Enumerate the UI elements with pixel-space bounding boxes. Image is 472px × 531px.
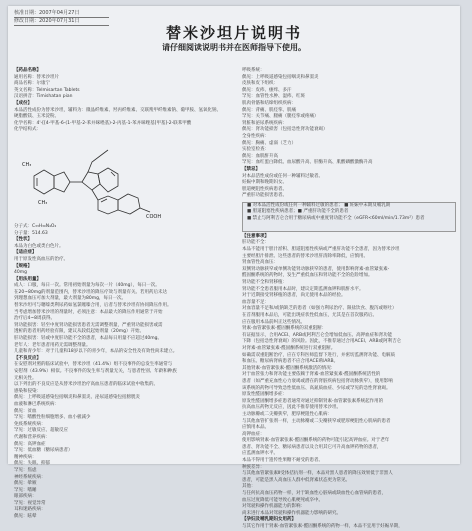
adverse-line: 精神疾病：	[14, 454, 37, 460]
dosage-line: 到理想血压可加大剂量，最大剂量为80mg，每日一次。	[14, 296, 126, 302]
dosage-line: 成人：口服，每日一次。常用初始剂量为每次一片（40mg），每日一次。	[14, 283, 160, 289]
caution-line: 和血压。糖尿病肾病患者不应合用ACEI和ARB。	[242, 359, 339, 365]
section-header-properties: 【性状】	[14, 237, 32, 243]
english-name: 英文名称：Telmisartan Tablets	[14, 87, 80, 93]
dosage-line: 治疗后4~8周获得。	[14, 316, 55, 322]
pinyin-name: 汉语拼音：Timishatan pian	[14, 94, 73, 100]
section-header-adverse: 【不良反应】	[14, 355, 41, 361]
caution-line: 如确需双重阻断治疗，应在专科医师监督下进行，并密切监测肾功能、电解质	[242, 352, 395, 358]
caution-line: 对于血管张力和肾功能主要依赖于肾素-血管紧张素-醛固酮系统活性的	[242, 372, 381, 378]
dosage-line: 当考虑增加替米沙坦的剂量时，必须注意：本品最大的降压作用通常于开始	[14, 309, 163, 315]
chemical-name: 化学名称：4'-[[4-甲基-6-(1-甲基-2-苯并咪唑基)-2-丙基-1-苯并咪唑基]甲基]-2-联苯甲酸	[14, 120, 192, 126]
caution-line: 肝功能不全：	[242, 240, 269, 246]
generic-name: 通用名称：替米沙坦片	[14, 74, 59, 80]
adverse-line: 偶见：背痛、肌痉挛、肌痛	[242, 107, 296, 113]
adverse-line: 感染和侵染：	[14, 388, 41, 394]
caution-line: 与其他血管紧张素Ⅱ受体拮抗剂一样，本品对黑人患者的降压效果低于非黑人	[242, 471, 393, 477]
caution-line: 患者（如严重充血性心力衰竭或潜在的肾脏疾病包括肾动脉狭窄），使用影响	[242, 378, 393, 384]
caution-line: 在首剂服用本品后，可能出现症状性低血压，尤其是在首次服药后。	[242, 313, 377, 318]
document-page	[8, 6, 460, 529]
caution-line: 其他：	[242, 484, 256, 490]
document-subtitle: 请仔细阅读说明书并在医师指导下使用。	[162, 43, 306, 52]
caution-line: 对血容量不足和/或钠缺乏的患者（如强力利尿治疗、限盐饮食、腹泻或呕吐）	[242, 306, 397, 312]
structure-methyl-top: CH₃	[22, 161, 32, 168]
section-header-drug-name: 【药品名称】	[14, 68, 41, 73]
section-header-cautions: 【注意事项】	[242, 233, 269, 239]
caution-line: 肾功能不全患者服用本品时，建议定期监测血钾和肌酐水平。	[242, 286, 364, 292]
caution-line: 尚未进行本品对驾驶和操作机器能力影响的研究。	[242, 510, 341, 516]
caution-line: 肾素-血管紧张素-醛固酮系统的双重阻断：	[242, 326, 327, 332]
adverse-line: 罕见：关节痛、腿痛（腿痉挛或疼痛）	[242, 114, 319, 120]
dosage-line: 肾功能损害：轻至中度肾功能损害患者无需调整剂量，严重肾功能损害或需	[14, 322, 163, 328]
adverse-line: 免疫系统疾病：	[14, 421, 46, 427]
box-line: ■ 对本品活性成份或任何一种辅料过敏的患者； ■ 妊娠中末期及哺乳期	[247, 202, 391, 208]
adverse-line: 肌肉骨骼和结缔组织疾病：	[242, 100, 296, 106]
indications-text: 用于原发性高血压的治疗。	[14, 256, 68, 262]
caution-line: 其他肾素-血管紧张素-醛固酮系统激活的情况：	[242, 365, 336, 371]
dosage-line: 透析的患者用药经验有限，建议从较低起始剂量（20mg）开始。	[14, 329, 144, 335]
section-header-contraindications: 【禁忌】	[242, 166, 260, 172]
caution-line: 原发性醛固酮增多症：	[242, 392, 287, 398]
adverse-line: 偶见：肾功能损害（包括急性肾功能衰竭）	[242, 127, 328, 133]
caution-line: 与任何抗高血压药物一样，对于缺血性心脏病或缺血性心血管病的患者，	[242, 491, 386, 497]
right-column	[242, 68, 456, 531]
adverse-line: 偶见：眩晕	[14, 514, 37, 520]
structure-acid: COOH	[146, 213, 162, 220]
adverse-line: 偶见：失眠、抑郁	[14, 461, 50, 467]
adverse-line: 罕见：嗜睡	[14, 487, 37, 493]
adverse-line: 偶见：贫血	[14, 408, 37, 414]
adverse-line: 罕见：焦虑	[14, 467, 37, 473]
adverse-line: 肾脏和泌尿系统疾病：	[242, 120, 287, 126]
caution-line: 种族差异：	[242, 464, 265, 470]
specification-text: 40mg	[14, 270, 27, 276]
structure-methyl-bottom: CH₃	[38, 199, 48, 206]
caution-line: 血容量不足：	[242, 299, 269, 305]
caution-line: 本品不能用于胆汁淤积、胆道阻塞性疾病或严重肝功能不全患者，因为替米沙坦	[242, 247, 400, 253]
molecular-formula: 分子式：C₃₃H₃₀N₄O₂	[14, 223, 57, 229]
adverse-line: 在安慰剂对照的临床试验中，替米沙坦（41.4%）组不良事件的总发生率通常与	[14, 362, 173, 368]
adverse-line: 罕见：低血糖（糖尿病患者）	[14, 448, 73, 454]
revision-date: 修改日期：2020年07月31日	[14, 18, 109, 26]
structure-label: 化学结构式：	[14, 127, 41, 133]
dosage-line: 肝功能损害：轻或中度肝功能不全的患者，本品每日用量不应超过40mg。	[14, 336, 162, 342]
chemical-structure-diagram	[14, 136, 224, 222]
adverse-line: 罕见：血红蛋白降低、血尿酸升高、肝酶升高、肌酸磷酸激酶升高	[242, 160, 373, 166]
adverse-line: 血液和淋巴系统疾病：	[14, 401, 59, 407]
section-header-specification: 【规格】	[14, 263, 32, 269]
caution-line: 肾功能不全和肾移植：	[242, 280, 287, 286]
adverse-line: 全身性疾病：	[242, 133, 269, 139]
adverse-line: 偶见：皮疹、瘙痒、多汗	[242, 87, 292, 93]
approval-date: 核准日期：2007年04月27日	[14, 10, 109, 18]
dosage-line: 替米沙坦可与噻嗪类利尿药如氢氯噻嗪合用，后者与替米沙坦有协同降压作用。	[14, 303, 172, 309]
adverse-line: 偶见：高钾血症	[14, 441, 46, 447]
box-line: ■ 胆道阻塞性疾病患者；■ 严重肝功能不全的患者	[247, 209, 349, 215]
chemical-structure-figure	[14, 136, 224, 222]
dosage-line: 儿童和青少年：对于儿童和18岁以下的青少年，本品的安全性及有效性尚未建立。	[14, 349, 178, 355]
adverse-line: 眼部疾病：	[14, 494, 37, 500]
caution-line: 使用影响肾素-血管紧张素-醛固酮系统的药物可能引起高钾血症。对于老年	[242, 438, 390, 444]
section-header-indications: 【适应症】	[14, 250, 37, 256]
box-line: ■ 禁止与阿利吉仑合用于糖尿病或中重度肾功能不全（eGFR<60ml/min/1.73m²）患者	[247, 216, 425, 222]
caution-line: 主动脉瓣或二尖瓣狭窄，肥厚梗阻性心肌病：	[242, 411, 332, 417]
adverse-line: 实验室检查：	[242, 147, 269, 153]
caution-line: 抗高血压药物无反应，因此不推荐使用替米沙坦。	[242, 405, 341, 411]
caution-line: 高钾血症：	[242, 431, 265, 437]
caution-line: 本品不得用于遗传性果糖不耐受的患者。	[242, 458, 323, 464]
adverse-line: 安慰剂（43.9%）相似。不良事件的发生率与剂量无关，与患者性别、年龄和种族	[14, 369, 177, 374]
caution-line: 醛固酮系统的药物时，发生严重低血压和肾功能不全的危险增加。	[242, 273, 373, 279]
section-header-dosage: 【用法用量】	[14, 276, 41, 282]
ingredients-text: 本品活性成份为替米沙坦，辅料为：微晶纤维素、羟丙纤维素、交联羧甲纤维素钠、葡甲胺、氢氧化钠、硬脂酸镁、玉米淀粉。	[14, 107, 221, 120]
caution-line: 对驾驶和操作机器能力的影响：	[242, 504, 305, 510]
adverse-line: 神经系统疾病：	[14, 474, 46, 480]
adverse-line: 罕见：视觉异常	[14, 500, 46, 506]
molecular-weight: 分子量：514.63	[14, 230, 48, 236]
adverse-line: 偶见：晕厥	[14, 481, 37, 487]
left-column	[14, 68, 224, 521]
adverse-line: 偶见：胸痛、虚弱（乏力）	[242, 140, 296, 146]
adverse-line: 代谢和营养疾病：	[14, 434, 50, 440]
caution-line: 双侧肾动脉狭窄或单侧功能肾动脉狭窄的患者，使用影响肾素-血管紧张素-	[242, 266, 390, 272]
adverse-line: 罕见：嗜酸性粒细胞增多、血小板减少	[14, 415, 91, 421]
adverse-line: 罕见：过敏反应、超敏反应	[14, 428, 68, 434]
adverse-line: 无相关性。	[14, 375, 37, 381]
caution-line: 主要经胆汁排泄。这些患者的替米沙坦肝清除率降低，应慎用。	[242, 253, 368, 259]
brand-name: 商品名称：尔康宁	[14, 81, 50, 87]
contra-line: 妊娠中期和晚期妇女。	[242, 180, 287, 186]
dosage-line: 老年人：老年患者用药无需调整剂量。	[14, 342, 91, 348]
contra-line: 严重肝功能损害患者。	[242, 193, 287, 199]
caution-line: 下降（包括急性肾衰竭）的风险。因此，不推荐通过合用ACEI、ARB或阿利吉仑	[242, 339, 402, 345]
properties-text: 本品为白色或类白色片。	[14, 243, 64, 249]
adverse-line: 偶见：上呼吸道感染包括咽炎和鼻窦炎	[242, 74, 319, 80]
adverse-line: 耳和迷路疾病：	[14, 507, 46, 513]
caution-line: 【孕妇及哺乳期妇女用药】	[242, 517, 296, 523]
caution-line: 患者，可能是黑人高血压人群中低肾素状态更为常见。	[242, 477, 350, 483]
adverse-line: 罕见：血管性水肿、湿疹、红斑	[242, 94, 305, 100]
section-header-ingredients: 【成份】	[14, 100, 32, 106]
adverse-line: 偶见：上呼吸道感染包括咽炎和鼻窦炎、泌尿道感染包括膀胱炎	[14, 395, 140, 401]
contra-line: 对本品活性成份或任何一种辅料过敏者。	[242, 173, 323, 179]
caution-line: 血压过度降低可能导致心肌梗死或卒中。	[242, 497, 323, 503]
caution-line: 与其他血管扩张剂一样，主动脉瓣或二尖瓣狭窄或肥厚梗阻性心肌病的患者	[242, 418, 391, 424]
caution-line: 该系统的药物可导致急性低血压、高氮质血症、少尿或罕见的急性肾衰竭。	[242, 385, 391, 391]
caution-line: 应慎用本品。	[242, 425, 269, 431]
adverse-line: 皮肤和皮下组织：	[242, 81, 278, 87]
document-title: 替米沙坦片说明书	[165, 24, 302, 42]
caution-line: 对于近期接受肾移植的患者，尚无使用本品的经验。	[242, 293, 346, 299]
caution-line: 应在服用本品前纠正这些情况。	[242, 319, 305, 325]
dosage-line: 在20~80mg的剂量范围内，替米沙坦的降压疗效与剂量有关。若用药后未达	[14, 289, 167, 295]
caution-line: 对肾素-血管紧张素-醛固酮系统进行双重阻断。	[242, 345, 336, 351]
contraindication-box	[242, 202, 456, 232]
caution-line: 有证据显示，合用ACEI、ARB或阿利吉仑会增加低血压、高钾血症和肾功能	[242, 332, 393, 338]
adverse-line: 以下列出的不良反应是从替米沙坦治疗高血压患者的临床试验中收集的。	[14, 382, 158, 388]
caution-line: 原发性醛固酮增多症患者通常对通过抑制肾素-血管紧张素系统起作用的	[242, 398, 384, 404]
adverse-line: 呼吸系统：	[242, 68, 265, 73]
caution-line: 与其它作用于肾素-血管紧张素-醛固酮系统的药物一样，本品不宜用于妊娠早期，	[242, 524, 403, 529]
caution-line: 应监测血钾水平。	[242, 451, 278, 457]
caution-line: 肾血管性高血压：	[242, 260, 278, 266]
adverse-line: 偶见：血肌酐升高	[242, 153, 278, 159]
caution-line: 患者、肾功能不全、糖尿病患者以及合用其它可升高血钾药物的患者，	[242, 444, 382, 450]
contra-line: 胆道梗阻性疾病患者。	[242, 186, 287, 192]
